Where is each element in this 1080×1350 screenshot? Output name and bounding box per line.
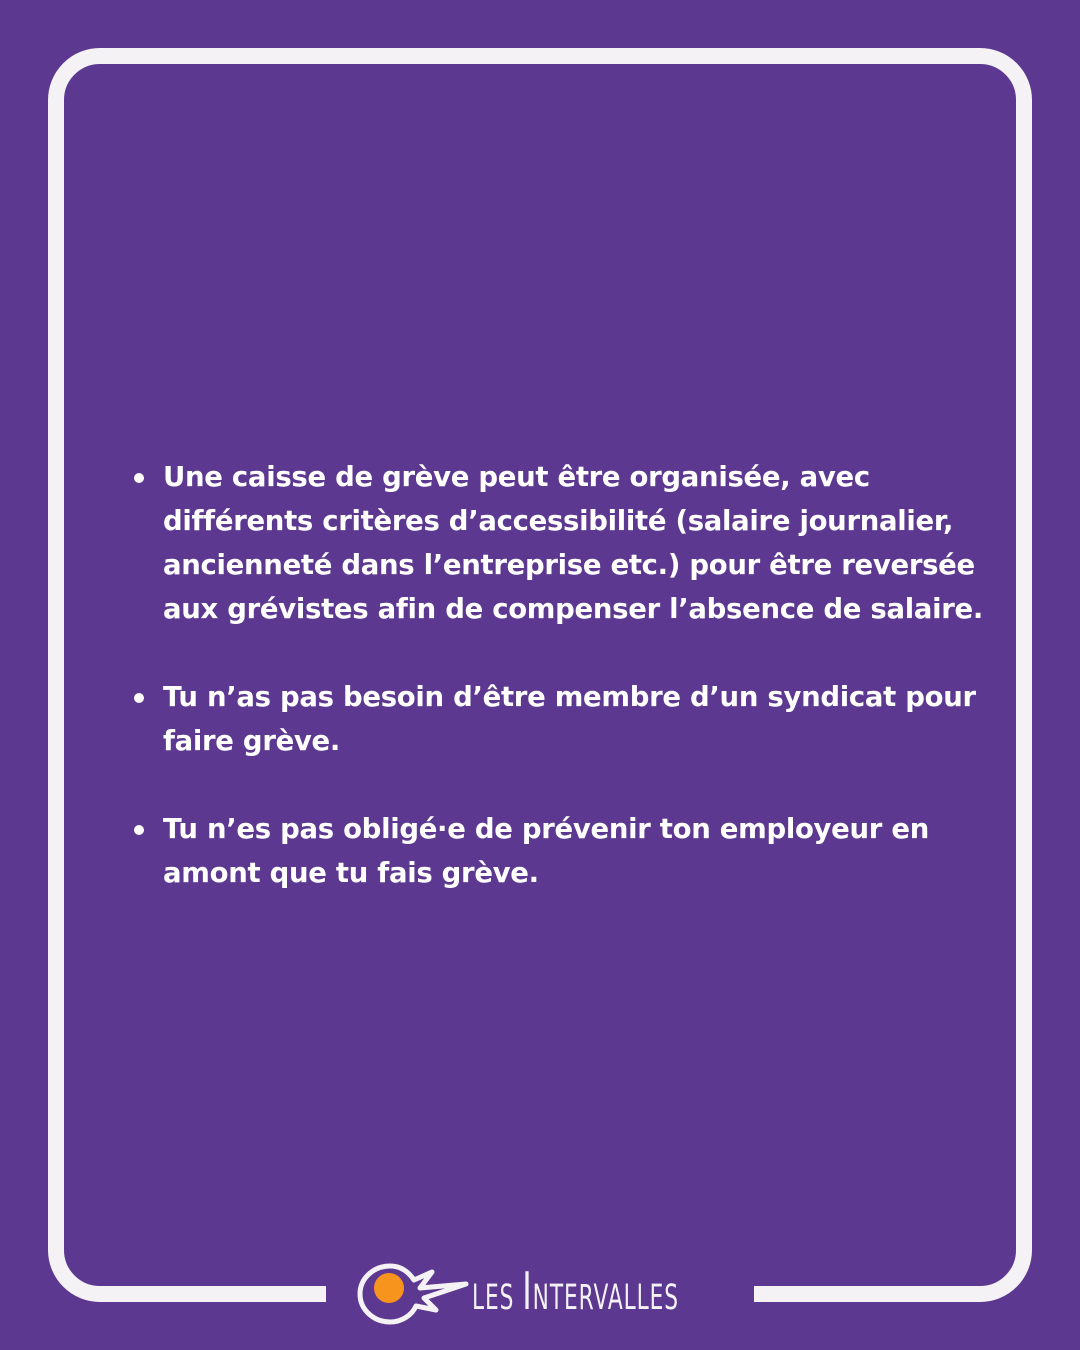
- bullet-dot-icon: [134, 693, 144, 703]
- list-item: [130, 807, 1010, 895]
- bullet-dot-icon: [134, 825, 144, 835]
- bullet-dot-icon: [134, 473, 144, 483]
- brand-word-les: LES: [472, 1278, 515, 1318]
- brand-logo: [356, 1258, 726, 1330]
- comet-icon: [356, 1258, 472, 1330]
- list-item-text: Tu n’es pas obligé·e de prévenir ton employeur en amont que tu fais grève.: [163, 813, 929, 889]
- list-item: [130, 675, 1010, 763]
- main-content: [130, 455, 1010, 939]
- brand-initial: I: [522, 1262, 533, 1322]
- list-item: [130, 455, 1010, 631]
- bullet-list: [130, 455, 1010, 895]
- brand-wordmark: [472, 1262, 680, 1322]
- brand-word-rest: NTERVALLES: [532, 1278, 680, 1318]
- list-item-text: Une caisse de grève peut être organisée, avec différents critères d’accessibilité (salaire journalier, ancienneté dans l’entreprise etc.) pour être reversée aux grévistes afin de compenser l’absence de salaire.: [163, 461, 983, 625]
- list-item-text: Tu n’as pas besoin d’être membre d’un syndicat pour faire grève.: [163, 681, 976, 757]
